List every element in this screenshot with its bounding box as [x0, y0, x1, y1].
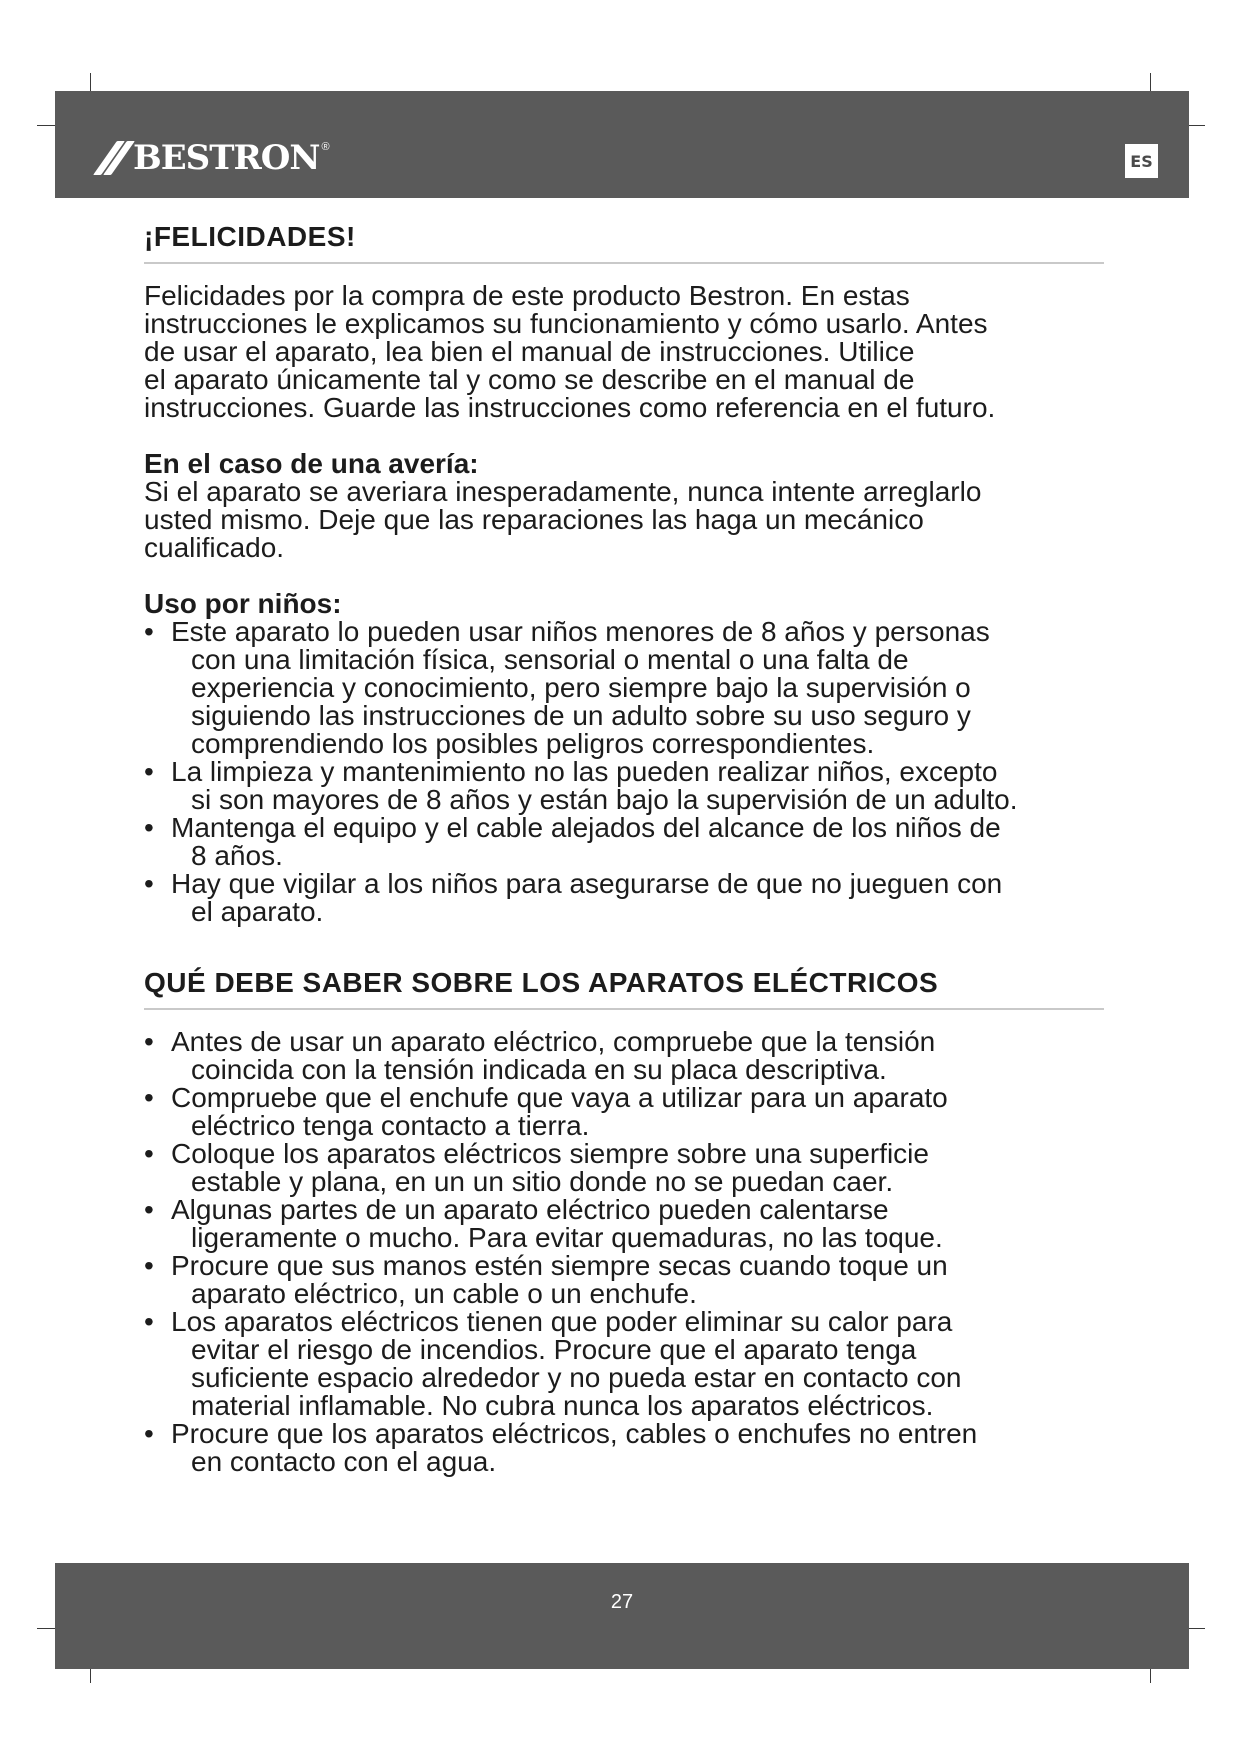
list-item — [144, 870, 1104, 926]
text-line: La limpieza y mantenimiento no las pueden realizar niños, excepto — [171, 756, 998, 787]
bullet-icon: • — [144, 1082, 154, 1113]
list-item — [144, 1028, 1104, 1084]
bullet-icon: • — [144, 756, 154, 787]
bullet-icon: • — [144, 1250, 154, 1281]
text-line: el aparato. — [191, 896, 324, 927]
text-line: Algunas partes de un aparato eléctrico pueden calentarse — [171, 1194, 889, 1225]
children-list — [144, 618, 1104, 926]
section-divider — [144, 1008, 1104, 1010]
text-line: aparato eléctrico, un cable o un enchufe. — [191, 1278, 697, 1309]
text-line: el aparato únicamente tal y como se describe en el manual de — [144, 364, 915, 395]
text-line: Hay que vigilar a los niños para asegurarse de que no jueguen con — [171, 868, 1003, 899]
list-item — [144, 758, 1104, 814]
section-title-electrical: QUÉ DEBE SABER SOBRE LOS APARATOS ELÉCTRICOS — [144, 967, 939, 998]
list-item — [144, 1308, 1104, 1420]
list-item — [144, 1084, 1104, 1140]
text-line: Si el aparato se averiara inesperadamente, nunca intente arreglarlo — [144, 476, 982, 507]
text-line: Coloque los aparatos eléctricos siempre sobre una superficie — [171, 1138, 929, 1169]
breakdown-heading: En el caso de una avería: — [144, 448, 479, 479]
text-line: Los aparatos eléctricos tienen que poder eliminar su calor para — [171, 1306, 953, 1337]
text-line: experiencia y conocimiento, pero siempre bajo la supervisión o — [191, 672, 971, 703]
bullet-icon: • — [144, 1306, 154, 1337]
header-bar — [55, 91, 1189, 198]
text-line: eléctrico tenga contacto a tierra. — [191, 1110, 590, 1141]
text-line: en contacto con el agua. — [191, 1446, 497, 1477]
children-block — [144, 590, 1104, 926]
text-line: Antes de usar un aparato eléctrico, compruebe que la tensión — [171, 1026, 936, 1057]
text-line: Mantenga el equipo y el cable alejados del alcance de los niños de — [171, 812, 1001, 843]
text-line: usted mismo. Deje que las reparaciones las haga un mecánico — [144, 504, 924, 535]
text-line: de usar el aparato, lea bien el manual de instrucciones. Utilice — [144, 336, 915, 367]
text-line: estable y plana, en un un sitio donde no se puedan caer. — [191, 1166, 894, 1197]
bullet-icon: • — [144, 868, 154, 899]
text-line: instrucciones. Guarde las instrucciones como referencia en el futuro. — [144, 392, 996, 423]
page-content — [144, 220, 1104, 1476]
bullet-icon: • — [144, 1138, 154, 1169]
text-line: 8 años. — [191, 840, 283, 871]
bullet-icon: • — [144, 1026, 154, 1057]
text-line: evitar el riesgo de incendios. Procure que el aparato tenga — [191, 1334, 917, 1365]
list-item — [144, 618, 1104, 758]
list-item — [144, 1420, 1104, 1476]
brand-logo — [105, 138, 330, 178]
text-line: ligeramente o mucho. Para evitar quemaduras, no las toque. — [191, 1222, 943, 1253]
bullet-icon: • — [144, 616, 154, 647]
text-line: suficiente espacio alrededor y no pueda estar en contacto con — [191, 1362, 962, 1393]
brand-chevron-icon — [105, 141, 123, 175]
text-line: cualificado. — [144, 532, 285, 563]
text-line: Procure que sus manos estén siempre secas cuando toque un — [171, 1250, 948, 1281]
brand-name: BESTRON — [133, 138, 320, 178]
text-line: con una limitación física, sensorial o mental o una falta de — [191, 644, 909, 675]
section-title-felicidades: ¡FELICIDADES! — [144, 221, 356, 252]
text-line: Procure que los aparatos eléctricos, cables o enchufes no entren — [171, 1418, 978, 1449]
breakdown-block — [144, 450, 1104, 562]
text-line: coincida con la tensión indicada en su placa descriptiva. — [191, 1054, 887, 1085]
list-item — [144, 814, 1104, 870]
bullet-icon: • — [144, 812, 154, 843]
list-item — [144, 1252, 1104, 1308]
list-item — [144, 1140, 1104, 1196]
text-line: material inflamable. No cubra nunca los aparatos eléctricos. — [191, 1390, 934, 1421]
text-line: siguiendo las instrucciones de un adulto sobre su uso seguro y — [191, 700, 971, 731]
bullet-icon: • — [144, 1194, 154, 1225]
text-line: Este aparato lo pueden usar niños menores de 8 años y personas — [171, 616, 990, 647]
bullet-icon: • — [144, 1418, 154, 1449]
text-line: si son mayores de 8 años y están bajo la supervisión de un adulto. — [191, 784, 1018, 815]
text-line: instrucciones le explicamos su funcionamiento y cómo usarlo. Antes — [144, 308, 988, 339]
language-badge: ES — [1125, 144, 1158, 178]
text-line: comprendiendo los posibles peligros correspondientes. — [191, 728, 875, 759]
registered-mark: ® — [321, 141, 330, 153]
page-number: 27 — [610, 1591, 634, 1613]
footer-bar — [55, 1563, 1189, 1669]
electrical-list — [144, 1028, 1104, 1476]
section-divider — [144, 262, 1104, 264]
text-line: Compruebe que el enchufe que vaya a utilizar para un aparato — [171, 1082, 948, 1113]
intro-paragraph — [144, 282, 1104, 422]
list-item — [144, 1196, 1104, 1252]
text-line: Felicidades por la compra de este producto Bestron. En estas — [144, 280, 910, 311]
children-heading: Uso por niños: — [144, 588, 342, 619]
